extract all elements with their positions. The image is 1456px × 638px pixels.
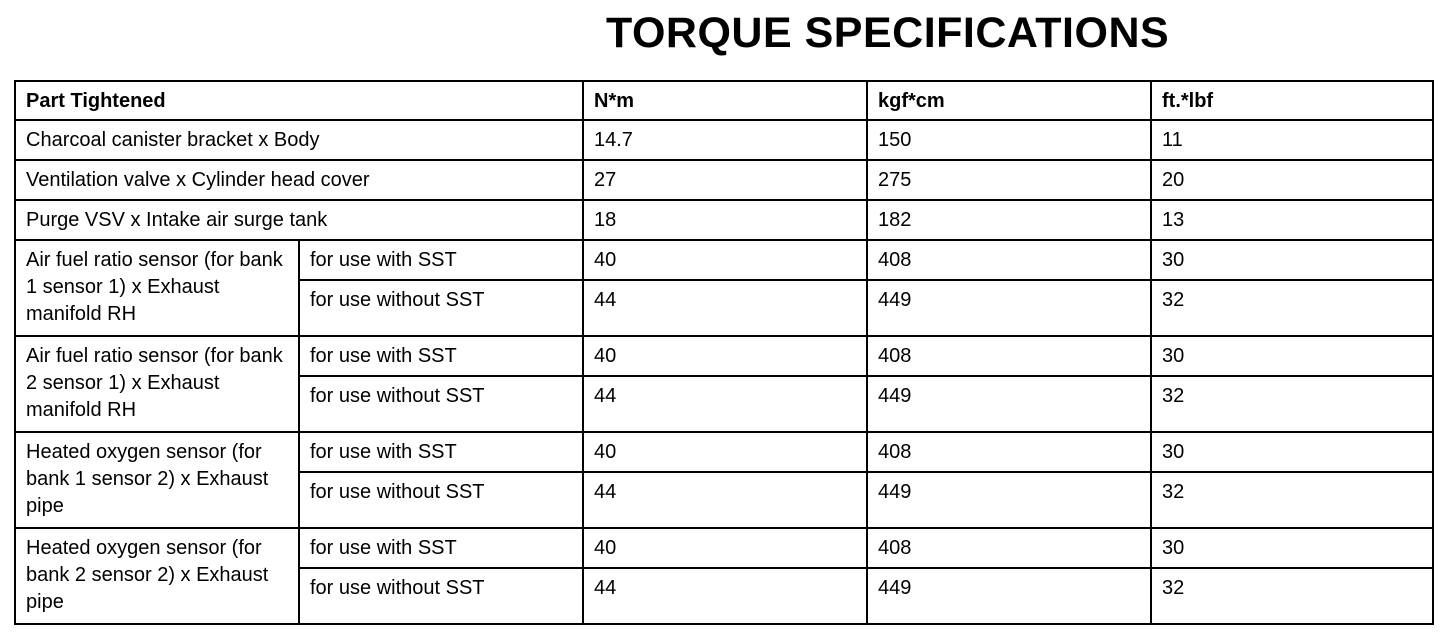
ftlbf-cell: 32 xyxy=(1151,472,1433,528)
kgfcm-cell: 408 xyxy=(867,336,1151,376)
kgfcm-cell: 275 xyxy=(867,160,1151,200)
kgfcm-cell: 449 xyxy=(867,376,1151,432)
sensor-part-cell: Heated oxygen sensor (for bank 2 sensor 2) x Exhaust pipe xyxy=(15,528,299,624)
condition-cell: for use with SST xyxy=(299,528,583,568)
nm-cell: 40 xyxy=(583,528,867,568)
part-cell: Charcoal canister bracket x Body xyxy=(15,120,583,160)
header-ftlbf: ft.*lbf xyxy=(1151,81,1433,120)
kgfcm-cell: 150 xyxy=(867,120,1151,160)
condition-cell: for use without SST xyxy=(299,376,583,432)
nm-cell: 44 xyxy=(583,280,867,336)
nm-cell: 40 xyxy=(583,240,867,280)
sensor-part-cell: Air fuel ratio sensor (for bank 2 sensor 1) x Exhaust manifold RH xyxy=(15,336,299,432)
table-header xyxy=(15,81,1433,120)
part-cell: Purge VSV x Intake air surge tank xyxy=(15,200,583,240)
part-cell: Ventilation valve x Cylinder head cover xyxy=(15,160,583,200)
sensor-part-cell: Air fuel ratio sensor (for bank 1 sensor 1) x Exhaust manifold RH xyxy=(15,240,299,336)
kgfcm-cell: 182 xyxy=(867,200,1151,240)
page-title: TORQUE SPECIFICATIONS xyxy=(606,9,1170,57)
nm-cell: 40 xyxy=(583,432,867,472)
table-row xyxy=(15,528,1433,568)
sensor-part-cell: Heated oxygen sensor (for bank 1 sensor 2) x Exhaust pipe xyxy=(15,432,299,528)
nm-cell: 18 xyxy=(583,200,867,240)
ftlbf-cell: 13 xyxy=(1151,200,1433,240)
ftlbf-cell: 20 xyxy=(1151,160,1433,200)
table-body xyxy=(15,120,1433,624)
ftlbf-cell: 11 xyxy=(1151,120,1433,160)
condition-cell: for use without SST xyxy=(299,280,583,336)
ftlbf-cell: 30 xyxy=(1151,240,1433,280)
table-row xyxy=(15,160,1433,200)
condition-cell: for use without SST xyxy=(299,568,583,624)
nm-cell: 14.7 xyxy=(583,120,867,160)
kgfcm-cell: 449 xyxy=(867,280,1151,336)
kgfcm-cell: 408 xyxy=(867,528,1151,568)
condition-cell: for use without SST xyxy=(299,472,583,528)
table-row xyxy=(15,200,1433,240)
ftlbf-cell: 30 xyxy=(1151,528,1433,568)
header-row xyxy=(15,81,1433,120)
ftlbf-cell: 32 xyxy=(1151,280,1433,336)
ftlbf-cell: 32 xyxy=(1151,568,1433,624)
nm-cell: 44 xyxy=(583,376,867,432)
torque-specifications-table xyxy=(14,80,1434,625)
header-part-tightened: Part Tightened xyxy=(15,81,583,120)
kgfcm-cell: 449 xyxy=(867,472,1151,528)
header-nm: N*m xyxy=(583,81,867,120)
condition-cell: for use with SST xyxy=(299,432,583,472)
nm-cell: 27 xyxy=(583,160,867,200)
nm-cell: 44 xyxy=(583,472,867,528)
ftlbf-cell: 30 xyxy=(1151,432,1433,472)
nm-cell: 40 xyxy=(583,336,867,376)
ftlbf-cell: 32 xyxy=(1151,376,1433,432)
kgfcm-cell: 408 xyxy=(867,240,1151,280)
table-row xyxy=(15,240,1433,280)
header-kgfcm: kgf*cm xyxy=(867,81,1151,120)
condition-cell: for use with SST xyxy=(299,336,583,376)
table-row xyxy=(15,120,1433,160)
condition-cell: for use with SST xyxy=(299,240,583,280)
kgfcm-cell: 449 xyxy=(867,568,1151,624)
ftlbf-cell: 30 xyxy=(1151,336,1433,376)
nm-cell: 44 xyxy=(583,568,867,624)
table-row xyxy=(15,336,1433,376)
kgfcm-cell: 408 xyxy=(867,432,1151,472)
table-row xyxy=(15,432,1433,472)
